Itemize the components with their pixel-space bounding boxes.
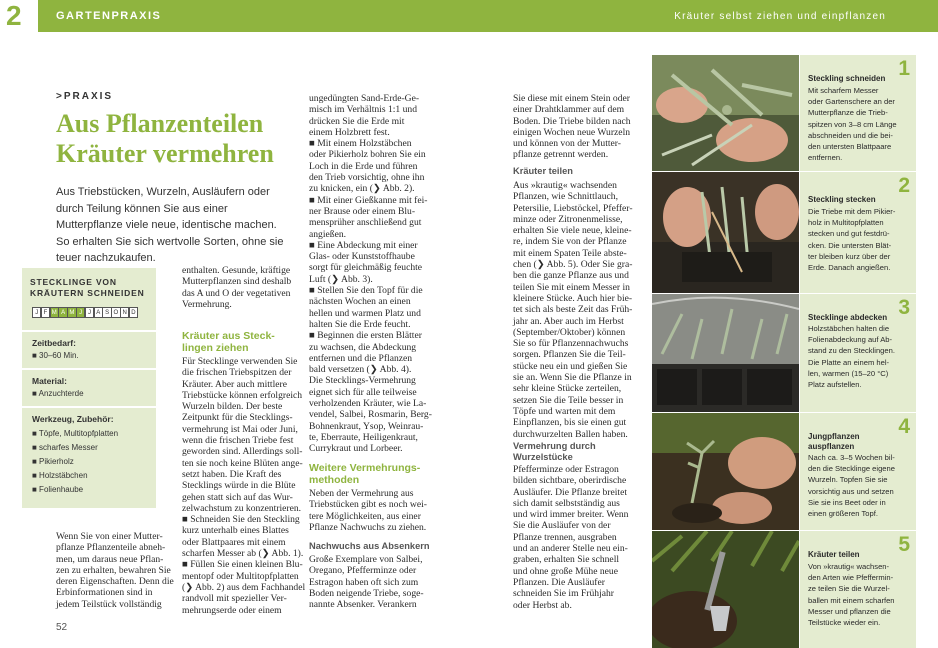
text-line: pflanze getrennt werden. [513, 149, 609, 161]
text-line: Glas- oder Kunststoffhaube [309, 251, 415, 263]
text-line: jahr an. Aber auch im Herbst [513, 315, 624, 327]
text-line: sehr kleine Stücke zerteilen, [513, 383, 622, 395]
divider [22, 406, 156, 408]
column-3-body [309, 93, 433, 455]
text-line: bald versetzen (❯ Abb. 4). [309, 364, 412, 376]
month-cell: M [50, 307, 59, 318]
text-line: stand zu den Stecklingen. [808, 346, 895, 356]
text-line: holz in Multitopfplatten [808, 218, 884, 228]
running-head: Kräuter selbst ziehen und einpflanzen [674, 11, 886, 22]
text-line: kleinere Stücke. Auch hier bie- [513, 292, 633, 304]
text-line: bilden sichtbare, oberirdische [513, 475, 627, 487]
month-cell: A [58, 307, 67, 318]
werkzeug-item: ■ Holzstäbchen [32, 471, 88, 480]
step-text [808, 561, 912, 628]
info-title-line: STECKLINGE VON [30, 277, 117, 287]
text-line: Estragon haben oft sich zum [309, 576, 419, 588]
text-line: verholzenden Kräuter, wie La- [309, 398, 427, 410]
subheading-line: Kräuter aus Steck- [182, 330, 275, 342]
text-line: nächsten Wochen an einen [309, 296, 411, 308]
text-line: oder Blattpaares mit einem [182, 536, 286, 548]
text-line: Folienabdeckung auf Ab- [808, 335, 893, 345]
text-line: Triebstücken gibt es noch wei- [309, 499, 427, 511]
text-line: Boden. Die Triebe bilden nach [513, 115, 631, 127]
text-line: nannte Absenker. Verankern [309, 599, 417, 611]
month-cell: D [129, 307, 138, 318]
text-line: Pflanzen, wie Schnittlauch, [513, 191, 618, 203]
step-number: 2 [898, 174, 910, 197]
step-title: Kräuter teilen [808, 550, 860, 559]
text-line: entfernen. [808, 153, 843, 163]
text-line: Für Stecklinge verwenden Sie [182, 356, 298, 367]
zeitbedarf-label: Zeitbedarf: [32, 338, 76, 348]
text-line: re, indem Sie von der Pflanze [513, 236, 627, 248]
step-title: Stecklinge abdecken [808, 313, 888, 322]
text-line: mensprüher anschließend gut [309, 217, 422, 229]
divider [22, 330, 156, 332]
text-line: deren Eigenschaften. Denn die [56, 576, 174, 588]
subheading-line: methoden [309, 474, 360, 486]
column-2-top [182, 265, 304, 310]
step-number: 4 [898, 415, 910, 438]
text-line: Sie die Ausläufer von der [513, 520, 611, 532]
text-line: len, warmen (15–20 °C) [808, 368, 889, 378]
text-line: oder Pikierholz bohren Sie ein [309, 149, 426, 161]
text-line: Sie so für Pflanzennachwuchs [513, 338, 629, 350]
text-line: Töpfe und warten mit dem [513, 405, 616, 417]
text-line: zu wachsen, die Abdeckung [309, 341, 417, 353]
text-line: Erbinformationen sind in [56, 587, 153, 599]
chapter-number: 2 [6, 0, 22, 31]
subheading-weitere [309, 462, 433, 486]
material-label: Material: [32, 376, 67, 386]
step-text [808, 452, 912, 519]
text-line: chen (❯ Abb. 5). Oder Sie gra- [513, 259, 633, 271]
text-line: vermehrung ist Mai oder Juni, [182, 423, 298, 435]
text-line: Oregano, Pfefferminze oder [309, 565, 417, 577]
text-line: ze teilen Sie die Wurzel- [808, 584, 890, 594]
text-line: ■ Beginnen die ersten Blätter [309, 330, 422, 342]
text-line: Holzstäbchen halten die [808, 324, 890, 333]
header-bar [0, 0, 938, 32]
month-cell: M [67, 307, 76, 318]
article-title [56, 109, 296, 169]
text-line: ungedüngten Sand-Erde-Ge- [309, 93, 420, 104]
text-line: einem Holzbrett fest. [309, 126, 390, 138]
text-line: ■ Mit einem Holzstäbchen [309, 138, 412, 150]
text-line: angießen. [309, 228, 347, 240]
text-line: zelwachstum zu konzentrieren. [182, 502, 302, 514]
text-line: Die Platte an einem hel- [808, 357, 890, 367]
step-text [808, 323, 912, 390]
text-line: Platz aufstellen. [808, 380, 862, 390]
month-cell: F [41, 307, 50, 318]
text-line: ter bleiben kurz über der [808, 251, 891, 261]
text-line: einer Drahtklammer auf dem [513, 104, 625, 116]
step-text [808, 206, 912, 273]
text-line: ■ Mit einer Gießkanne mit fei- [309, 194, 428, 206]
step-4-box [800, 413, 916, 530]
text-line: mentopf oder Multitopfplatten [182, 570, 299, 582]
text-line: oder Gartenschere an der [808, 97, 895, 107]
chapter-box [0, 0, 38, 32]
text-line: (❯ Abb. 2) aus dem Fachhandel [182, 581, 306, 593]
text-line: den Trieb vorsichtig, ohne ihn [309, 172, 425, 184]
text-line: kurz unterhalb eines Blattes [182, 525, 289, 537]
text-line: spitzen von 3–8 cm Länge [808, 119, 897, 129]
text-line: Petersilie, Liebstöckel, Pfeffer- [513, 202, 633, 214]
text-line: (September/Oktober) können [513, 326, 626, 338]
text-line: Boden neigende Triebe, soge- [309, 587, 424, 599]
text-line: sie an. Wenn Sie die Pflanze in [513, 372, 632, 384]
step-title: Steckling schneiden [808, 74, 886, 83]
text-line: hellen und warmen Platz und [309, 307, 421, 319]
text-line: Die Stecklings-Vermehrung [309, 375, 416, 387]
step-2-box [800, 172, 916, 293]
text-line: Nach ca. 3–5 Wochen bil- [808, 453, 895, 462]
month-cell: J [32, 307, 41, 318]
text-line: zen zu erhalten, bewahren Sie [56, 564, 171, 576]
column-4-body [513, 93, 637, 161]
divider [22, 368, 156, 370]
text-line: Loch in die Erde und führen [309, 160, 418, 172]
text-line: und wird immer breiter. Wenn [513, 509, 629, 521]
column-3-body-c [309, 554, 433, 610]
material-value: ■ Anzuchterde [32, 389, 84, 398]
photo-transplanting [652, 413, 799, 530]
step-5-box [800, 531, 916, 648]
text-line: Stecklings würde in die Blüte [182, 480, 296, 492]
photo-cutting [652, 55, 799, 171]
text-line: mit einem Spaten Teile abste- [513, 247, 627, 259]
text-line: Kräuter. Aber auch mittlere [182, 378, 287, 390]
text-line: abschneiden und die bei- [808, 130, 893, 140]
werkzeug-item: ■ scharfes Messer [32, 443, 98, 452]
text-line: sorgen. Pflanzen Sie die Teil- [513, 349, 626, 361]
text-line: drücken Sie die Erde mit [309, 115, 405, 127]
section-title: GARTENPRAXIS [56, 10, 162, 22]
text-line: Luft (❯ Abb. 3). [309, 273, 373, 285]
photo-planting [652, 172, 799, 293]
werkzeug-item: ■ Pikierholz [32, 457, 74, 466]
intro-text: Aus Triebstücken, Wurzeln, Ausläufern oder durch Teilung können Sie aus einer Mutterpflanze viele neue, identische machen. So erhalten Sie sich wertvolle Sorten, ohne sie teuer nachzukaufen. [56, 186, 284, 264]
step-number: 5 [898, 533, 910, 556]
text-line: Vermehrung. [182, 298, 232, 310]
text-line: Von »krautig« wachsen- [808, 562, 890, 571]
zeitbedarf-value: ■ 30–60 Min. [32, 351, 79, 360]
text-line: die frischen Triebspitzen der [182, 367, 292, 379]
text-line: einen größeren Topf. [808, 509, 878, 519]
text-line: vorsichtig aus und setzen [808, 486, 894, 496]
text-line: tet sich als beste Zeit das Früh- [513, 304, 633, 316]
text-line: setzt haben. Die Kraft des [182, 468, 282, 480]
text-line: men, um daraus neue Pflan- [56, 553, 164, 565]
text-line: einigen Wochen neue Wurzeln [513, 126, 631, 138]
info-box [22, 268, 156, 508]
text-line: geworden sind. Allerdings soll- [182, 446, 303, 458]
text-line: und können von der Mutter- [513, 138, 621, 150]
werkzeug-label: Werkzeug, Zubehör: [32, 414, 114, 424]
text-line: Sie diese mit einem Stein oder [513, 93, 630, 104]
text-line: Wurzeln bilden. Der beste [182, 401, 283, 413]
column-4-body-b [513, 180, 639, 440]
text-line: ■ Füllen Sie einen kleinen Blu- [182, 559, 303, 571]
subheading-absenker: Nachwuchs aus Absenkern [309, 541, 430, 551]
page-number: 52 [56, 622, 68, 633]
info-title-line: KRÄUTERN SCHNEIDEN [30, 288, 145, 298]
month-cell: S [102, 307, 111, 318]
text-line: mehrungserde oder einem [182, 604, 282, 616]
text-line: Ausläufer. Die Pflanze breitet [513, 486, 628, 498]
column-3-body-b [309, 488, 433, 533]
text-line: wenn die frischen Triebe fest [182, 435, 294, 447]
step-title: Jungpflanzen [808, 432, 860, 441]
month-cell: A [94, 307, 103, 318]
text-line: Mutterpflanzen sind deshalb [182, 276, 292, 288]
text-line: sich damit selbstständig aus [513, 497, 620, 509]
photo-covering [652, 294, 799, 412]
step-number: 3 [898, 296, 910, 319]
text-line: pflanze Pflanzenteile abneh- [56, 542, 166, 554]
text-line: Pfefferminze oder Estragon [513, 464, 619, 475]
text-line: graben, erhalten Sie schnell [513, 554, 620, 566]
text-line: Messer und pflanzen die [808, 606, 891, 616]
subheading-line: Vermehrung durch [513, 441, 596, 451]
text-line: den Arten wie Pfeffermin- [808, 573, 894, 583]
text-line: ■ Schneiden Sie den Steckling [182, 514, 300, 526]
text-line: stücke neu ein und gießen Sie [513, 360, 628, 372]
text-line: stecken und gut festdrü- [808, 229, 890, 239]
text-line: das A und O der vegetativen [182, 287, 291, 299]
text-line: Pflanze trennen, ausgraben [513, 531, 617, 543]
text-line: entfernen und die Pflanzen [309, 352, 413, 364]
text-line: eignet sich für alle teilweise [309, 386, 417, 398]
text-line: Zeitpunkt für die Stecklings- [182, 412, 293, 424]
text-line: teilen Sie mit einem Messer in [513, 281, 630, 293]
info-box-title [30, 277, 150, 299]
step-title: Steckling stecken [808, 195, 876, 204]
text-line: und an anderer Stelle neu ein- [513, 543, 628, 555]
text-line: zu knicken, ein (❯ Abb. 2). [309, 183, 415, 195]
step-text [808, 85, 912, 163]
text-line: Pflanzen. Die Ausläufer [513, 576, 605, 588]
column-2-body [182, 356, 306, 616]
text-line: oder Herbst ab. [513, 599, 572, 611]
text-line: und ohne große Mühe neue [513, 565, 618, 577]
text-line: erhalten Sie viele neue, kleine- [513, 225, 632, 237]
text-line: Wenn Sie von einer Mutter- [56, 531, 163, 542]
text-line: schneiden Sie im Frühjahr [513, 588, 614, 600]
text-line: jedem Teilstück vollständig [56, 598, 162, 610]
step-title: auspflanzen [808, 442, 855, 451]
text-line: cken. Die untersten Blät- [808, 240, 892, 250]
text-line: te, Eberraute, Heiligenkraut, [309, 431, 418, 443]
month-cell: N [120, 307, 129, 318]
text-line: Große Exemplare von Salbei, [309, 554, 423, 565]
text-line: Pflanze Nachwuchs zu ziehen. [309, 521, 427, 533]
text-line: Triebstücke können erfolgreich [182, 389, 303, 401]
text-line: randvoll mit spezieller Ver- [182, 593, 287, 605]
text-line: sorgt für gleichmäßig feuchte [309, 262, 423, 274]
text-line: halten Sie die Erde feucht. [309, 318, 411, 330]
text-line: Aus »krautig« wachsenden [513, 180, 617, 191]
subheading-wurzelstuecke [513, 441, 637, 463]
text-line: Mutterpflanze die Trieb- [808, 108, 888, 118]
text-line: Erde. Danach angießen. [808, 263, 891, 273]
text-line: Sie sie ins Beet oder in [808, 497, 886, 507]
text-line: Die Triebe mit dem Pikier- [808, 207, 896, 216]
text-line: ben die ganze Pflanze aus und [513, 270, 629, 282]
text-line: Wurzeln. Topfen Sie sie [808, 475, 888, 485]
text-line: tere Möglichkeiten, aus einer [309, 510, 421, 522]
text-line: durchwurzelten Ballen haben. [513, 428, 628, 440]
text-line: den untersten Blattpaare [808, 142, 892, 152]
month-cell: J [76, 307, 85, 318]
month-calendar [32, 307, 138, 318]
werkzeug-item: ■ Folienhaube [32, 485, 84, 494]
text-line: den die Stecklinge eigene [808, 464, 895, 474]
subheading-stecklinge [182, 330, 304, 354]
subheading-line: Weitere Vermehrungs- [309, 462, 421, 474]
month-cell: O [111, 307, 120, 318]
text-line: ten sie noch keine Blüten ange- [182, 457, 303, 469]
column-1-text [56, 531, 176, 610]
text-line: enthalten. Gesunde, kräftige [182, 265, 291, 276]
text-line: minze oder Zitronenmelisse, [513, 213, 623, 225]
photo-dividing [652, 531, 799, 648]
text-line: Einpflanzen, bis sie einen gut [513, 417, 627, 429]
text-line: Neben der Vermehrung aus [309, 488, 414, 499]
subheading-line: Wurzelstücke [513, 452, 573, 462]
step-3-box [800, 294, 916, 412]
text-line: Bohnenkraut, Ysop, Weinrau- [309, 420, 424, 432]
month-cell: J [85, 307, 94, 318]
subheading-teilen: Kräuter teilen [513, 166, 573, 176]
text-line: Teilstücke wieder ein. [808, 618, 881, 628]
text-line: ■ Stellen Sie den Topf für die [309, 285, 423, 297]
title-line: Aus Pflanzenteilen [56, 109, 264, 138]
subheading-line: lingen ziehen [182, 342, 249, 354]
title-line: Kräuter vermehren [56, 139, 274, 168]
text-line: vendel, Salbei, Rosmarin, Berg- [309, 409, 432, 421]
column-4-body-c [513, 464, 639, 611]
werkzeug-item: ■ Töpfe, Multitopfplatten [32, 429, 119, 438]
text-line: ner Brause oder einem Blu- [309, 205, 416, 217]
text-line: misch im Verhältnis 1:1 und [309, 104, 418, 116]
text-line: Mit scharfem Messer [808, 86, 879, 95]
text-line: Currykraut und Lorbeer. [309, 443, 403, 455]
step-1-box [800, 55, 916, 171]
text-line: ■ Eine Abdeckung mit einer [309, 239, 418, 251]
text-line: setzen Sie die Teile besser in [513, 394, 624, 406]
kicker: >PRAXIS [56, 91, 114, 102]
text-line: gehen statt sich auf das Wur- [182, 491, 293, 503]
text-line: ballen mit einem scharfen [808, 595, 895, 605]
text-line: scharfen Messer ab (❯ Abb. 1). [182, 548, 304, 560]
step-number: 1 [898, 57, 910, 80]
